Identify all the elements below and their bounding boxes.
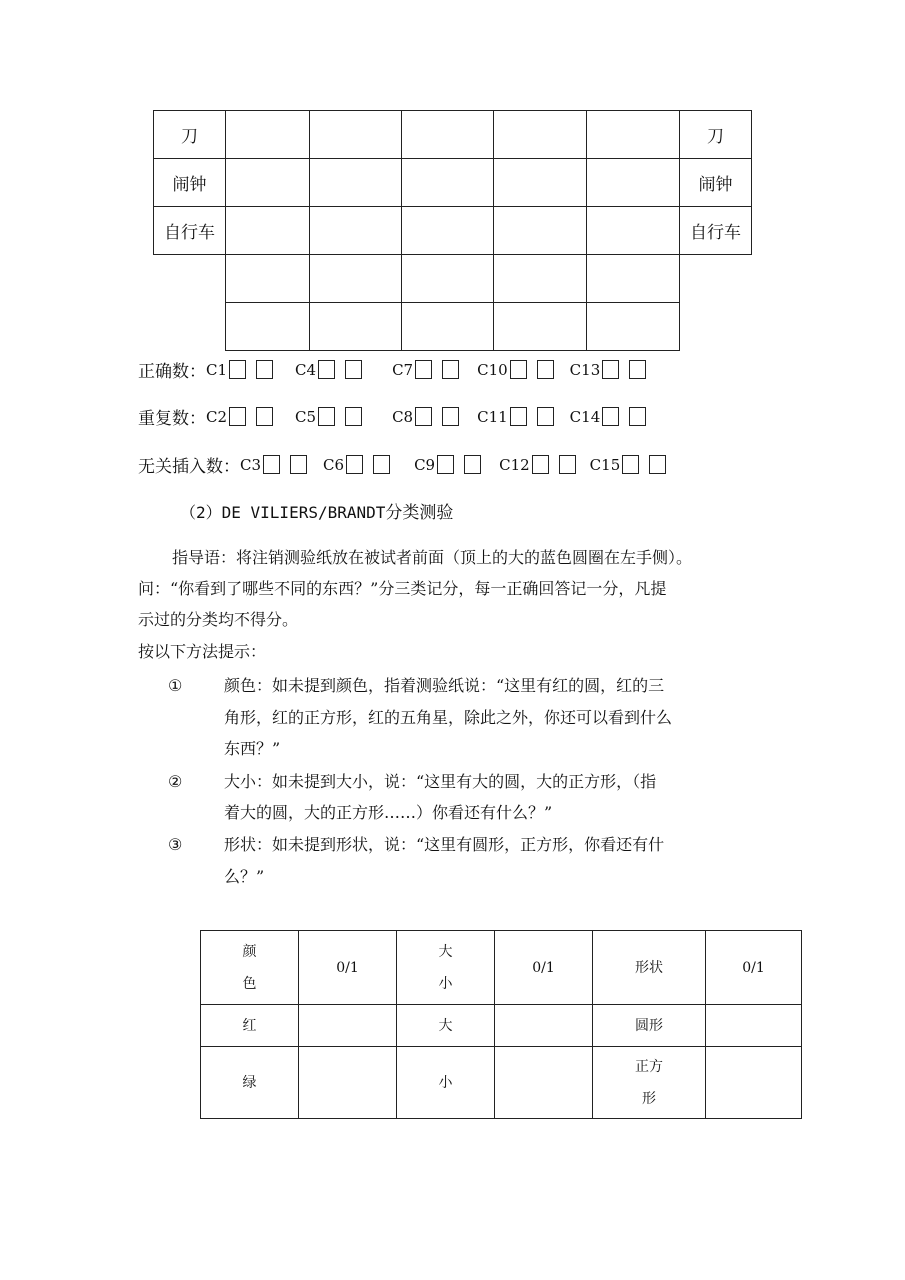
score-code: C3	[240, 455, 262, 474]
table-cell: 大小	[397, 931, 495, 1005]
score-box[interactable]	[510, 407, 527, 426]
table-cell[interactable]	[706, 1005, 802, 1047]
score-box[interactable]	[318, 407, 335, 426]
table-cell[interactable]	[495, 1047, 593, 1119]
score-box[interactable]	[537, 407, 554, 426]
section-heading	[180, 498, 453, 523]
score-box[interactable]	[629, 360, 646, 379]
score-box[interactable]	[559, 455, 576, 474]
instruction-line: 示过的分类均不得分。	[138, 610, 299, 629]
list-item-line: 大小：如未提到大小，说：“这里有大的圆，大的正方形，（指	[224, 772, 657, 791]
list-item-line: 么？”	[224, 867, 265, 886]
score-box[interactable]	[256, 360, 273, 379]
instruction-line: 按以下方法提示：	[138, 642, 267, 661]
table-row	[201, 931, 802, 1005]
score-box[interactable]	[346, 455, 363, 474]
grid-row	[154, 159, 752, 207]
list-marker: ②	[168, 772, 183, 791]
list-marker: ①	[168, 676, 183, 695]
correct-count-row	[138, 357, 646, 382]
score-box[interactable]	[532, 455, 549, 474]
score-code: C13	[569, 360, 601, 379]
table-cell: 0/1	[299, 931, 397, 1005]
table-cell[interactable]	[299, 1005, 397, 1047]
score-box[interactable]	[290, 455, 307, 474]
table-cell: 0/1	[495, 931, 593, 1005]
grid-row	[154, 303, 752, 351]
score-box[interactable]	[442, 360, 459, 379]
table-cell: 红	[201, 1005, 299, 1047]
table-cell: 正方形	[593, 1047, 706, 1119]
score-code: C11	[477, 407, 508, 426]
irrelevant-insert-row	[138, 452, 666, 477]
score-code: C6	[323, 455, 345, 474]
table-cell[interactable]	[299, 1047, 397, 1119]
section-number: （2）DE VILIERS/BRANDT	[180, 503, 386, 522]
grid-row-label: 自行车	[154, 207, 226, 255]
score-box[interactable]	[415, 360, 432, 379]
list-item-line: 着大的圆，大的正方形……）你看还有什么？”	[224, 803, 553, 822]
score-box[interactable]	[256, 407, 273, 426]
classification-table	[200, 930, 802, 1119]
score-code: C8	[392, 407, 414, 426]
list-item-line: 形状：如未提到形状，说：“这里有圆形，正方形，你看还有什	[224, 835, 665, 854]
table-row	[201, 1005, 802, 1047]
score-code: C1	[206, 360, 228, 379]
table-cell: 形状	[593, 931, 706, 1005]
grid-row	[154, 207, 752, 255]
score-box[interactable]	[345, 407, 362, 426]
score-box[interactable]	[649, 455, 666, 474]
score-box[interactable]	[464, 455, 481, 474]
section-title: 分类测验	[385, 503, 454, 523]
score-label: 重复数：	[138, 409, 206, 429]
score-box[interactable]	[510, 360, 527, 379]
table-cell: 0/1	[706, 931, 802, 1005]
score-code: C2	[206, 407, 228, 426]
grid-row-label: 自行车	[680, 207, 752, 255]
score-box[interactable]	[263, 455, 280, 474]
instruction-line: 指导语：将注销测验纸放在被试者前面（顶上的大的蓝色圆圈在左手侧）。	[172, 548, 693, 567]
grid-row	[154, 255, 752, 303]
list-item-line: 角形，红的正方形，红的五角星，除此之外，你还可以看到什么	[224, 708, 673, 727]
repeat-count-row	[138, 404, 646, 429]
table-cell[interactable]	[495, 1005, 593, 1047]
grid-row-label: 刀	[680, 111, 752, 159]
score-box[interactable]	[437, 455, 454, 474]
grid-row	[154, 111, 752, 159]
score-code: C14	[569, 407, 601, 426]
score-label: 无关插入数：	[138, 457, 240, 477]
table-cell: 大	[397, 1005, 495, 1047]
score-code: C15	[589, 455, 621, 474]
grid-row-label: 闹钟	[154, 159, 226, 207]
score-box[interactable]	[622, 455, 639, 474]
grid-row-label: 闹钟	[680, 159, 752, 207]
score-code: C7	[392, 360, 414, 379]
score-box[interactable]	[415, 407, 432, 426]
list-item-line: 颜色：如未提到颜色，指着测验纸说：“这里有红的圆，红的三	[224, 676, 665, 695]
table-cell: 绿	[201, 1047, 299, 1119]
cancellation-grid	[153, 110, 752, 351]
score-box[interactable]	[229, 407, 246, 426]
score-box[interactable]	[537, 360, 554, 379]
score-code: C5	[295, 407, 317, 426]
score-box[interactable]	[373, 455, 390, 474]
table-cell[interactable]	[706, 1047, 802, 1119]
score-box[interactable]	[229, 360, 246, 379]
score-box[interactable]	[602, 360, 619, 379]
table-cell: 颜色	[201, 931, 299, 1005]
table-row	[201, 1047, 802, 1119]
list-marker: ③	[168, 835, 183, 854]
table-cell: 小	[397, 1047, 495, 1119]
score-box[interactable]	[318, 360, 335, 379]
score-code: C10	[477, 360, 508, 379]
score-label: 正确数：	[138, 362, 206, 382]
score-code: C9	[414, 455, 436, 474]
grid-row-label: 刀	[154, 111, 226, 159]
score-box[interactable]	[629, 407, 646, 426]
list-item-line: 东西？”	[224, 739, 281, 758]
score-box[interactable]	[602, 407, 619, 426]
score-box[interactable]	[345, 360, 362, 379]
score-box[interactable]	[442, 407, 459, 426]
score-code: C12	[499, 455, 530, 474]
table-cell: 圆形	[593, 1005, 706, 1047]
score-code: C4	[295, 360, 317, 379]
instruction-line: 问：“你看到了哪些不同的东西？”分三类记分，每一正确回答记一分，凡提	[138, 579, 667, 598]
